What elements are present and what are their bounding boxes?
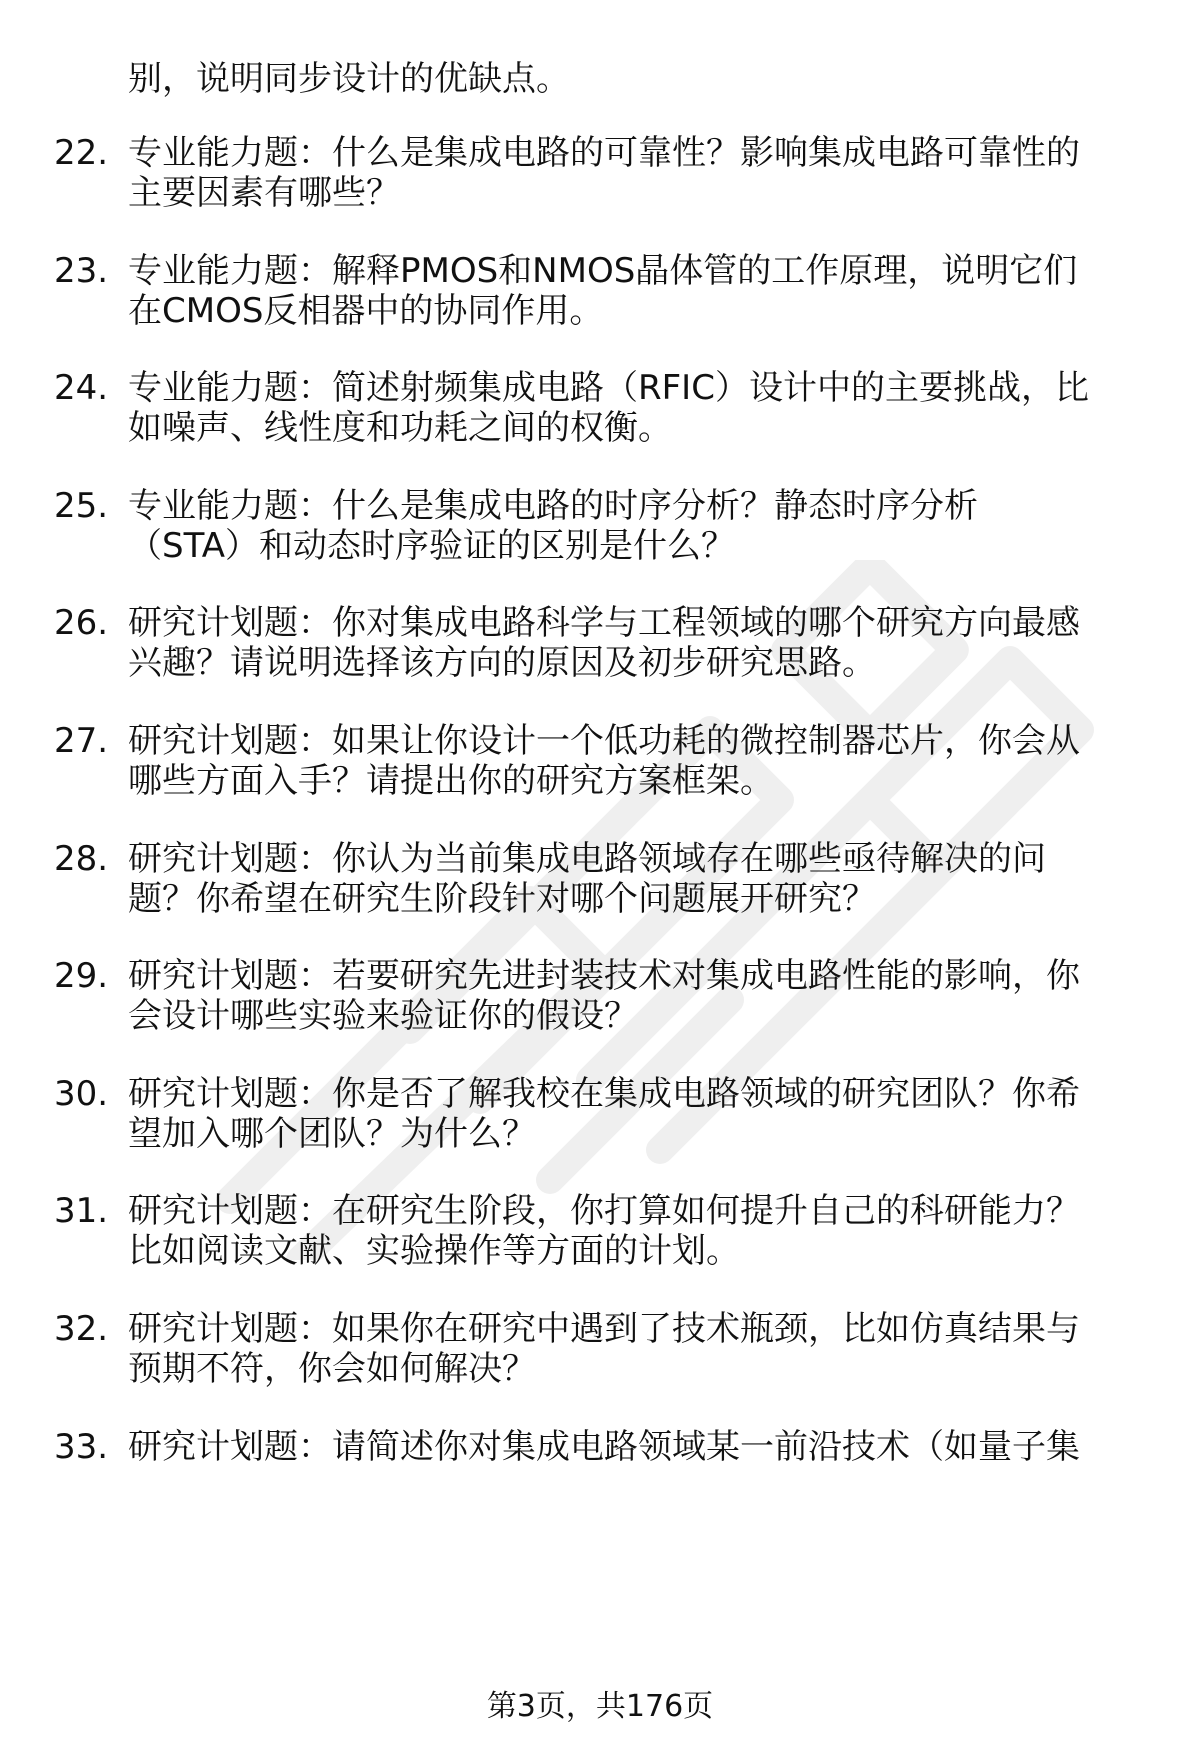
question-text-line: 研究计划题：如果让你设计一个低功耗的微控制器芯片，你会从 (128, 721, 1080, 761)
question-text-line: 专业能力题：什么是集成电路的时序分析？静态时序分析 (128, 485, 978, 526)
question-number: 22. (54, 133, 109, 173)
question-number: 26. (54, 603, 109, 644)
question-number: 24. (54, 368, 109, 409)
question-text-line: 专业能力题：简述射频集成电路（RFIC）设计中的主要挑战，比 (128, 368, 1089, 409)
question-text-line: 比如阅读文献、实验操作等方面的计划。 (128, 1231, 740, 1272)
question-text-line: （STA）和动态时序验证的区别是什么？ (128, 525, 735, 566)
question-text-line: 主要因素有哪些？ (128, 173, 400, 213)
question-number: 23. (54, 250, 109, 291)
question-text-line: 研究计划题：若要研究先进封装技术对集成电路性能的影响，你 (128, 956, 1080, 997)
question-text-line: 题？你希望在研究生阶段针对哪个问题展开研究？ (128, 878, 876, 919)
question-text-line: 在CMOS反相器中的协同作用。 (128, 290, 604, 331)
question-text-line: 研究计划题：你认为当前集成电路领域存在哪些亟待解决的问 (128, 838, 1046, 879)
question-text-line: 研究计划题：如果你在研究中遇到了技术瓶颈，比如仿真结果与 (128, 1309, 1080, 1349)
question-text-line: 预期不符，你会如何解决？ (128, 1349, 536, 1389)
question-number: 33. (54, 1426, 109, 1467)
question-number: 29. (54, 956, 109, 997)
question-number: 30. (54, 1073, 109, 1114)
question-text-line: 专业能力题：解释PMOS和NMOS晶体管的工作原理，说明它们 (128, 250, 1078, 291)
question-text-line: 哪些方面入手？请提出你的研究方案框架。 (128, 761, 774, 801)
question-number: 32. (54, 1309, 109, 1349)
question-number: 28. (54, 838, 109, 879)
question-text-line: 兴趣？请说明选择该方向的原因及初步研究思路。 (128, 643, 876, 684)
question-text-line: 望加入哪个团队？为什么？ (128, 1113, 536, 1154)
question-text-line: 专业能力题：什么是集成电路的可靠性？影响集成电路可靠性的 (128, 133, 1080, 173)
page-footer: 第3页，共176页 (486, 1689, 714, 1724)
question-number: 27. (54, 721, 109, 761)
question-text-line: 研究计划题：你对集成电路科学与工程领域的哪个研究方向最感 (128, 603, 1080, 644)
question-text-line: 研究计划题：在研究生阶段，你打算如何提升自己的科研能力？ (128, 1191, 1080, 1232)
question-number: 31. (54, 1191, 109, 1232)
question-number: 25. (54, 485, 109, 526)
question-text-line: 会设计哪些实验来验证你的假设？ (128, 996, 638, 1037)
question-text-line: 研究计划题：你是否了解我校在集成电路领域的研究团队？你希 (128, 1073, 1080, 1114)
question-text-line: 如噪声、线性度和功耗之间的权衡。 (128, 408, 672, 449)
question-text-line: 研究计划题：请简述你对集成电路领域某一前沿技术（如量子集 (128, 1426, 1080, 1467)
continuation-text: 别，说明同步设计的优缺点。 (128, 59, 570, 99)
